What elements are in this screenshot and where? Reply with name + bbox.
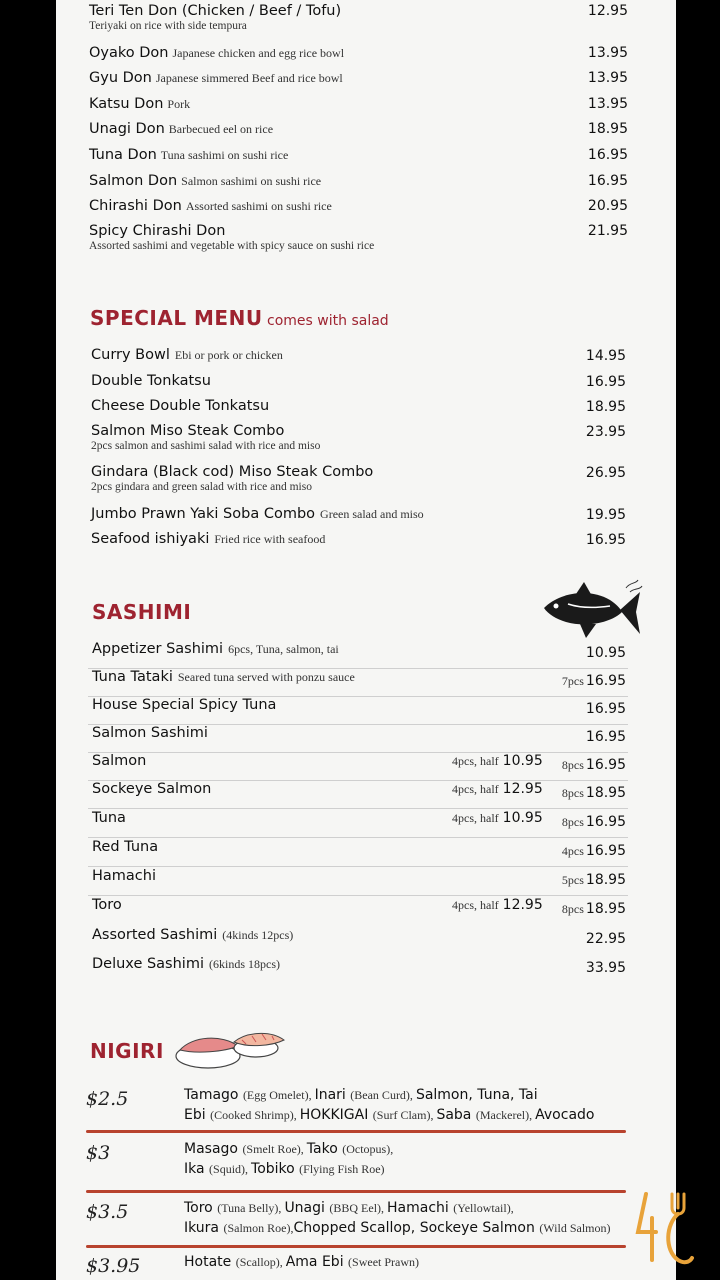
item-price: 14.95	[585, 348, 626, 364]
menu-item	[92, 640, 339, 658]
item-desc: 2pcs salmon and sashimi salad with rice and miso	[91, 440, 321, 452]
half-label: 4pcs, half	[452, 754, 499, 768]
item-price: 16.95	[587, 173, 628, 189]
special-menu-heading	[90, 306, 389, 330]
item-price: 12.95	[587, 3, 628, 19]
nigiri-name: Masago	[184, 1141, 243, 1157]
nigiri-note: (Cooked Shrimp),	[210, 1108, 300, 1122]
nigiri-note: (Flying Fish Roe)	[299, 1162, 385, 1176]
nigiri-name: Tobiko	[251, 1161, 300, 1177]
item-name: Spicy Chirashi Don	[89, 223, 226, 239]
nigiri-name: Ebi	[184, 1107, 211, 1123]
row-divider	[88, 895, 628, 896]
item-name: Chirashi Don	[89, 198, 182, 214]
sushi-icon	[172, 1022, 288, 1072]
item-desc: Seared tuna served with ponzu sauce	[177, 670, 355, 684]
tier-price: $3.5	[86, 1201, 129, 1223]
tier-line	[184, 1254, 419, 1271]
full-label: 7pcs	[561, 674, 584, 688]
item-name: Double Tonkatsu	[91, 373, 211, 389]
nigiri-note: (Bean Curd),	[350, 1088, 416, 1102]
item-name: Jumbo Prawn Yaki Soba Combo	[91, 506, 316, 522]
half-price: 10.95	[502, 810, 543, 826]
full-label: 4pcs	[561, 844, 584, 858]
menu-item	[92, 696, 276, 714]
half-price: 12.95	[502, 897, 543, 913]
item-price: 16.95	[585, 843, 626, 859]
item-name: Red Tuna	[92, 839, 159, 855]
tier-price: $3.95	[86, 1255, 141, 1277]
nigiri-name: Avocado	[535, 1107, 595, 1123]
full-portion	[586, 644, 626, 662]
menu-item	[91, 505, 424, 523]
menu-item	[92, 867, 156, 885]
item-name: Tuna Tataki	[92, 669, 173, 685]
menu-item	[92, 668, 355, 686]
full-portion	[562, 756, 626, 774]
nigiri-note: (Smelt Roe),	[242, 1142, 307, 1156]
tier-price: $3	[86, 1142, 111, 1164]
item-name: Teri Ten Don (Chicken / Beef / Tofu)	[89, 3, 342, 19]
item-price: 23.95	[585, 424, 626, 440]
item-price: 13.95	[587, 96, 628, 112]
item-name: Salmon Don	[89, 173, 178, 189]
full-label: 5pcs	[561, 873, 584, 887]
menu-item	[89, 120, 273, 138]
item-desc: Barbecued eel on rice	[168, 122, 274, 136]
item-name: Assorted Sashimi	[92, 927, 218, 943]
menu-item	[89, 69, 343, 87]
menu-item	[92, 752, 146, 770]
nigiri-title: NIGIRI	[90, 1039, 164, 1063]
nigiri-note: (Wild Salmon)	[539, 1221, 611, 1235]
menu-item	[91, 372, 211, 390]
nigiri-note: (Sweet Prawn)	[348, 1255, 420, 1269]
item-name: Tuna Don	[89, 147, 157, 163]
item-desc: 2pcs gindara and green salad with rice and miso	[91, 481, 312, 493]
item-desc: (4kinds 12pcs)	[222, 928, 294, 942]
item-desc: Assorted sashimi and vegetable with spicy sauce on sushi rice	[89, 240, 375, 252]
item-price: 10.95	[585, 645, 626, 661]
item-desc: (6kinds 18pcs)	[209, 957, 280, 971]
full-portion	[562, 842, 626, 860]
item-desc: Pork	[167, 97, 191, 111]
nigiri-note: (Octopus),	[342, 1142, 394, 1156]
item-price: 16.95	[585, 757, 626, 773]
row-divider	[88, 866, 628, 867]
menu-item	[89, 222, 374, 252]
item-name: Toro	[92, 897, 122, 913]
menu-item	[91, 397, 269, 415]
nigiri-note: (Yellowtail),	[453, 1201, 514, 1215]
item-name: Hamachi	[92, 868, 156, 884]
menu-item	[92, 955, 280, 973]
row-divider	[88, 837, 628, 838]
item-price: 22.95	[585, 931, 626, 947]
half-label: 4pcs, half	[452, 811, 499, 825]
fish-icon	[540, 578, 644, 644]
full-portion	[562, 871, 626, 889]
menu-item	[92, 926, 293, 944]
item-price: 16.95	[585, 532, 626, 548]
item-price: 13.95	[587, 70, 628, 86]
item-name: Unagi Don	[89, 121, 165, 137]
item-desc: Assorted sashimi on sushi rice	[185, 199, 332, 213]
nigiri-name: Hamachi	[387, 1200, 454, 1216]
half-portion	[452, 896, 543, 914]
item-price: 18.95	[585, 399, 626, 415]
nigiri-name: Unagi	[284, 1200, 330, 1216]
half-portion	[452, 809, 543, 827]
nigiri-name: Ikura	[184, 1220, 224, 1236]
nigiri-note: (Egg Omelet),	[242, 1088, 315, 1102]
tier-line	[184, 1087, 538, 1104]
nigiri-name: HOKKIGAI	[299, 1107, 373, 1123]
item-desc: Ebi or pork or chicken	[174, 348, 283, 362]
menu-item	[91, 530, 325, 548]
item-name: House Special Spicy Tuna	[92, 697, 277, 713]
brush-divider	[86, 1130, 626, 1133]
full-portion	[562, 900, 626, 918]
sashimi-title: SASHIMI	[92, 600, 192, 624]
nigiri-name: Tako	[306, 1141, 343, 1157]
full-portion	[562, 784, 626, 802]
item-price: 18.95	[585, 785, 626, 801]
item-desc: Japanese chicken and egg rice bowl	[172, 46, 345, 60]
nigiri-name: Chopped Scallop, Sockeye Salmon	[293, 1220, 540, 1236]
full-portion	[586, 728, 626, 746]
menu-item	[92, 896, 122, 914]
half-label: 4pcs, half	[452, 782, 499, 796]
half-price: 10.95	[502, 753, 543, 769]
tier-line	[184, 1141, 393, 1158]
item-name: Katsu Don	[89, 96, 164, 112]
tier-line	[184, 1200, 514, 1217]
menu-item	[92, 780, 211, 798]
nigiri-name: Saba	[436, 1107, 476, 1123]
item-price: 16.95	[587, 147, 628, 163]
nigiri-note: (Tuna Belly),	[217, 1201, 285, 1215]
item-price: 26.95	[585, 465, 626, 481]
full-portion	[586, 700, 626, 718]
brush-divider	[86, 1190, 626, 1193]
tier-line	[184, 1161, 385, 1178]
menu-item	[89, 44, 344, 62]
nigiri-name: Hotate	[184, 1254, 236, 1270]
item-name: Deluxe Sashimi	[92, 956, 204, 972]
nigiri-name: Toro	[184, 1200, 218, 1216]
tier-line	[184, 1220, 611, 1237]
full-portion	[586, 959, 626, 977]
item-name: Salmon Sashimi	[92, 725, 208, 741]
nigiri-name: Salmon, Tuna, Tai	[415, 1087, 538, 1103]
nigiri-name: Inari	[314, 1087, 351, 1103]
item-name: Gyu Don	[89, 70, 152, 86]
nigiri-note: (Salmon Roe),	[223, 1221, 294, 1235]
menu-item	[92, 809, 126, 827]
item-name: Seafood ishiyaki	[91, 531, 210, 547]
item-name: Appetizer Sashimi	[92, 641, 224, 657]
nigiri-note: (Mackerel),	[475, 1108, 536, 1122]
full-label: 8pcs	[561, 815, 584, 829]
full-portion	[562, 813, 626, 831]
item-name: Sockeye Salmon	[92, 781, 212, 797]
tier-price: $2.5	[86, 1088, 129, 1110]
item-price: 21.95	[587, 223, 628, 239]
nigiri-name: Ika	[184, 1161, 210, 1177]
half-portion	[452, 780, 543, 798]
full-label: 8pcs	[561, 902, 584, 916]
item-name: Cheese Double Tonkatsu	[91, 398, 270, 414]
menu-item	[91, 346, 283, 364]
full-label: 8pcs	[561, 758, 584, 772]
nigiri-note: (BBQ Eel),	[329, 1201, 388, 1215]
nigiri-note: (Surf Clam),	[372, 1108, 437, 1122]
item-price: 16.95	[585, 673, 626, 689]
nigiri-note: (Squid),	[209, 1162, 252, 1176]
menu-item	[92, 724, 208, 742]
half-price: 12.95	[502, 781, 543, 797]
item-desc: Japanese simmered Beef and rice bowl	[155, 71, 343, 85]
row-divider	[88, 808, 628, 809]
special-menu-title: SPECIAL MENU	[90, 306, 263, 330]
menu-item	[89, 197, 332, 215]
item-price: 13.95	[587, 45, 628, 61]
item-desc: Green salad and miso	[320, 507, 424, 521]
item-price: 19.95	[585, 507, 626, 523]
item-name: Gindara (Black cod) Miso Steak Combo	[91, 464, 374, 480]
tier-line	[184, 1107, 594, 1124]
item-price: 16.95	[585, 814, 626, 830]
item-price: 16.95	[585, 701, 626, 717]
item-price: 18.95	[587, 121, 628, 137]
item-name: Tuna	[92, 810, 126, 826]
item-name: Salmon	[92, 753, 147, 769]
full-portion	[562, 672, 626, 690]
nigiri-name: Ama Ebi	[285, 1254, 349, 1270]
item-price: 16.95	[585, 729, 626, 745]
brush-divider	[86, 1245, 626, 1248]
menu-item	[91, 422, 320, 452]
item-price: 16.95	[585, 374, 626, 390]
menu-item	[89, 95, 190, 113]
row-divider	[88, 752, 628, 753]
item-desc: Fried rice with seafood	[214, 532, 326, 546]
nigiri-note: (Scallop),	[235, 1255, 286, 1269]
item-desc: Salmon sashimi on sushi rice	[181, 174, 322, 188]
special-menu-subtitle: comes with salad	[267, 313, 389, 329]
half-portion	[452, 752, 543, 770]
nigiri-name: Tamago	[184, 1087, 243, 1103]
menu-item	[89, 2, 341, 32]
item-name: Curry Bowl	[91, 347, 170, 363]
item-desc: Tuna sashimi on sushi rice	[160, 148, 289, 162]
full-label: 8pcs	[561, 786, 584, 800]
item-price: 18.95	[585, 872, 626, 888]
menu-item	[92, 838, 158, 856]
menu-item	[89, 172, 321, 190]
half-label: 4pcs, half	[452, 898, 499, 912]
full-portion	[586, 930, 626, 948]
item-name: Oyako Don	[89, 45, 169, 61]
menu-item	[91, 463, 373, 493]
item-price: 33.95	[585, 960, 626, 976]
item-desc: Teriyaki on rice with side tempura	[89, 20, 247, 32]
item-price: 18.95	[585, 901, 626, 917]
item-price: 20.95	[587, 198, 628, 214]
item-name: Salmon Miso Steak Combo	[91, 423, 285, 439]
item-desc: 6pcs, Tuna, salmon, tai	[228, 642, 339, 656]
menu-item	[89, 146, 288, 164]
logo-mark	[632, 1188, 696, 1270]
